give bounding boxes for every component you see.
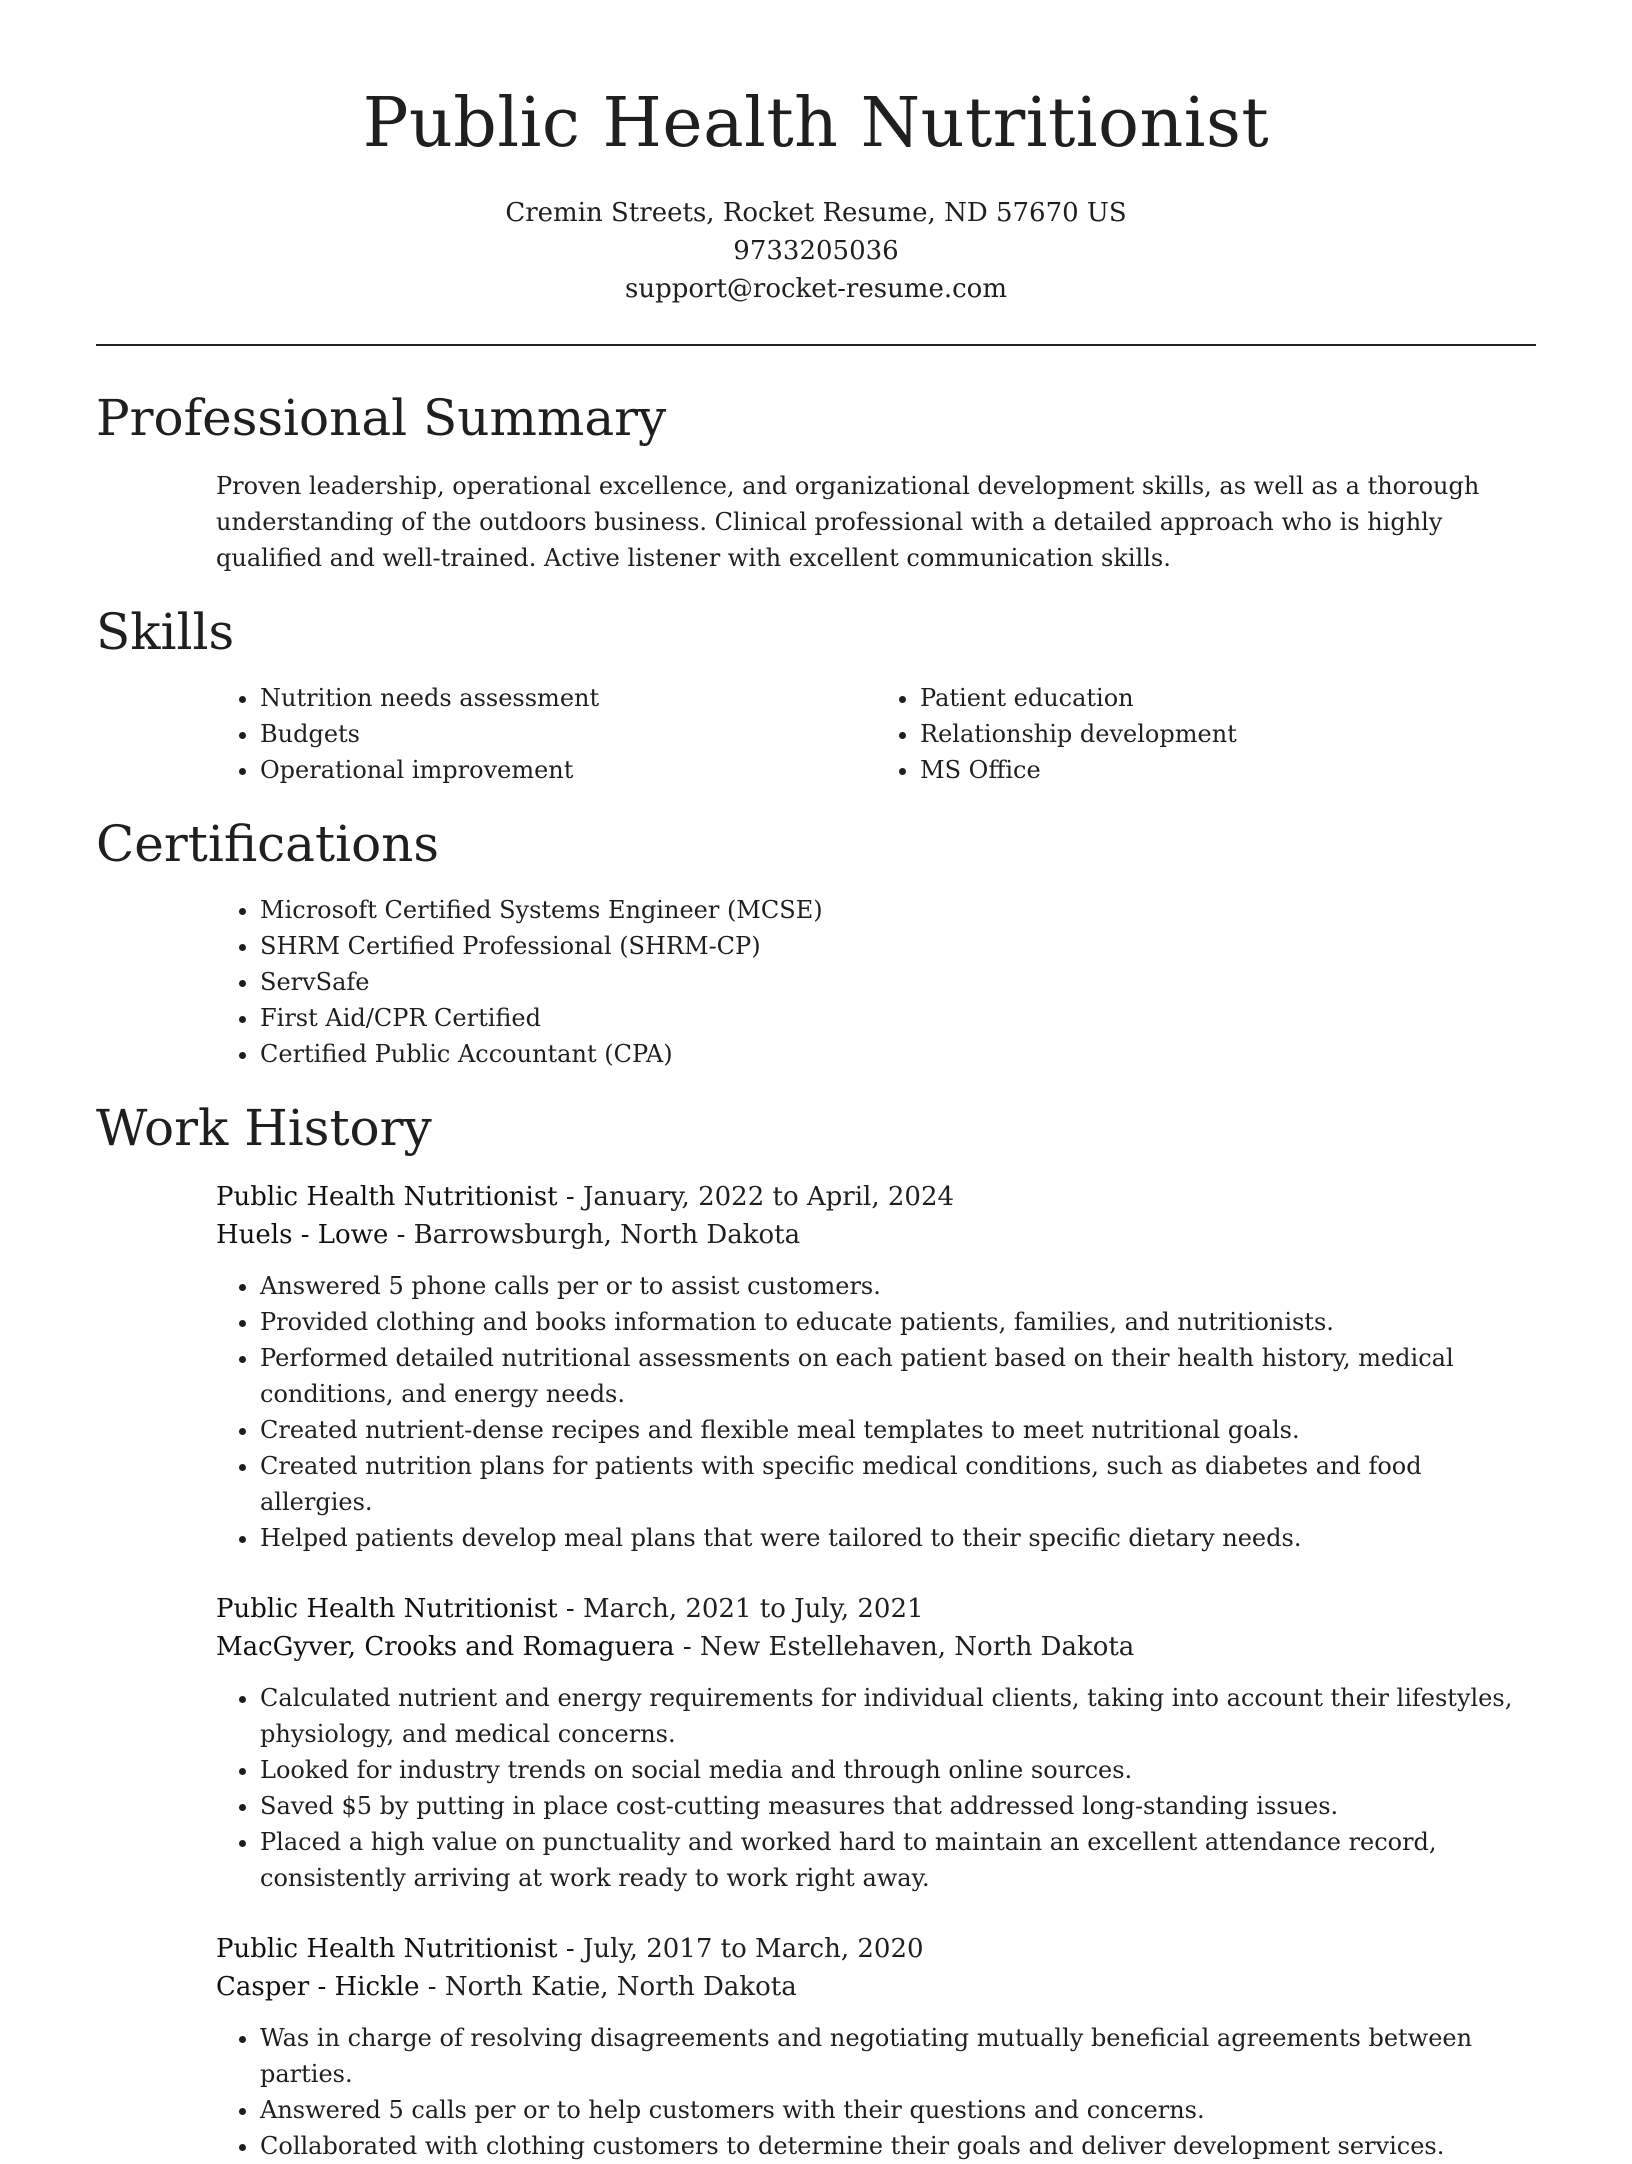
job-bullets <box>216 1680 1536 1896</box>
certifications-heading: Certifications <box>96 815 440 873</box>
summary-heading: Professional Summary <box>96 389 667 447</box>
job-company: Huels - Lowe <box>216 1220 389 1250</box>
certifications-section <box>96 814 1536 1072</box>
skills-section <box>96 602 1536 788</box>
work-history-section <box>96 1098 1536 2164</box>
job-bullets <box>216 1268 1536 1556</box>
job-bullet: • Created nutrient-dense recipes and flexible meal templates to meet nutritional goals. <box>260 1412 1536 1448</box>
job-bullet: • Looked for industry trends on social media and through online sources. <box>260 1752 1536 1788</box>
job-location: - Barrowsburgh, North Dakota <box>388 1220 801 1250</box>
resume-name: Public Health Nutritionist <box>362 84 1270 163</box>
skill-item: • Budgets <box>260 716 876 752</box>
skill-item: • Relationship development <box>920 716 1536 752</box>
job-bullets <box>216 2020 1536 2164</box>
job-entry <box>96 1930 1536 2164</box>
job-bullet: • Collaborated with clothing customers to determine their goals and deliver development services. <box>260 2128 1536 2164</box>
job-company: Casper - Hickle <box>216 1972 420 2002</box>
job-bullet: • Saved $5 by putting in place cost-cutting measures that addressed long-standing issues. <box>260 1788 1536 1824</box>
job-title: Public Health Nutritionist <box>216 1934 558 1964</box>
header-divider <box>96 344 1536 346</box>
summary-text: Proven leadership, operational excellence, and organizational development skills, as well as a thorough understanding of the outdoors business. Clinical professional with a detailed approach who is highly qualified and well-trained. Active listener with excellent communication skills. <box>216 472 1480 572</box>
job-dates: - March, 2021 to July, 2021 <box>557 1594 924 1624</box>
job-company: MacGyver, Crooks and Romaguera <box>216 1632 675 1662</box>
contact-email: support@rocket-resume.com <box>624 274 1007 304</box>
job-bullet: • Placed a high value on punctuality and worked hard to maintain an excellent attendance record, consistently arriving at work ready to work right away. <box>260 1824 1536 1896</box>
job-bullet: • Calculated nutrient and energy requirements for individual clients, taking into account their lifestyles, physiology, and medical concerns. <box>260 1680 1536 1752</box>
job-company-line <box>216 1628 1536 1666</box>
job-bullet: • Answered 5 calls per or to help customers with their questions and concerns. <box>260 2092 1536 2128</box>
job-dates: - July, 2017 to March, 2020 <box>557 1934 924 1964</box>
job-company-line <box>216 1216 1536 1254</box>
job-bullet: • Answered 5 phone calls per or to assist customers. <box>260 1268 1536 1304</box>
job-entry <box>96 1178 1536 1556</box>
skills-right-list <box>876 680 1536 788</box>
job-title-line <box>216 1590 1536 1628</box>
skill-item: • MS Office <box>920 752 1536 788</box>
job-location: - New Estellehaven, North Dakota <box>674 1632 1135 1662</box>
skill-item: • Nutrition needs assessment <box>260 680 876 716</box>
job-title: Public Health Nutritionist <box>216 1182 558 1212</box>
job-title-line <box>216 1930 1536 1968</box>
resume-page <box>96 0 1536 2164</box>
job-bullet: • Was in charge of resolving disagreements and negotiating mutually beneficial agreements between parties. <box>260 2020 1536 2092</box>
contact-address: Cremin Streets, Rocket Resume, ND 57670 US <box>505 198 1127 228</box>
summary-section <box>96 388 1536 576</box>
contact-phone: 9733205036 <box>733 236 899 266</box>
skill-item: • Patient education <box>920 680 1536 716</box>
skills-grid <box>96 680 1536 788</box>
job-title: Public Health Nutritionist <box>216 1594 558 1624</box>
job-bullet: • Helped patients develop meal plans that were tailored to their specific dietary needs. <box>260 1520 1536 1556</box>
certifications-list <box>216 892 1536 1072</box>
skill-item: • Operational improvement <box>260 752 876 788</box>
certification-item: • First Aid/CPR Certified <box>260 1000 1536 1036</box>
job-bullet: • Performed detailed nutritional assessments on each patient based on their health history, medical conditions, and energy needs. <box>260 1340 1536 1412</box>
certification-item: • SHRM Certified Professional (SHRM-CP) <box>260 928 1536 964</box>
contact-block <box>96 194 1536 308</box>
job-entry <box>96 1590 1536 1896</box>
certification-item: • Microsoft Certified Systems Engineer (MCSE) <box>260 892 1536 928</box>
job-dates: - January, 2022 to April, 2024 <box>557 1182 955 1212</box>
job-bullet: • Created nutrition plans for patients with specific medical conditions, such as diabetes and food allergies. <box>260 1448 1536 1520</box>
job-title-line <box>216 1178 1536 1216</box>
job-bullet: • Provided clothing and books information to educate patients, families, and nutritionists. <box>260 1304 1536 1340</box>
job-location: - North Katie, North Dakota <box>419 1972 797 2002</box>
certification-item: • ServSafe <box>260 964 1536 1000</box>
skills-left-list <box>216 680 876 788</box>
certification-item: • Certified Public Accountant (CPA) <box>260 1036 1536 1072</box>
work-history-heading: Work History <box>96 1099 432 1157</box>
job-company-line <box>216 1968 1536 2006</box>
skills-heading: Skills <box>96 603 235 661</box>
